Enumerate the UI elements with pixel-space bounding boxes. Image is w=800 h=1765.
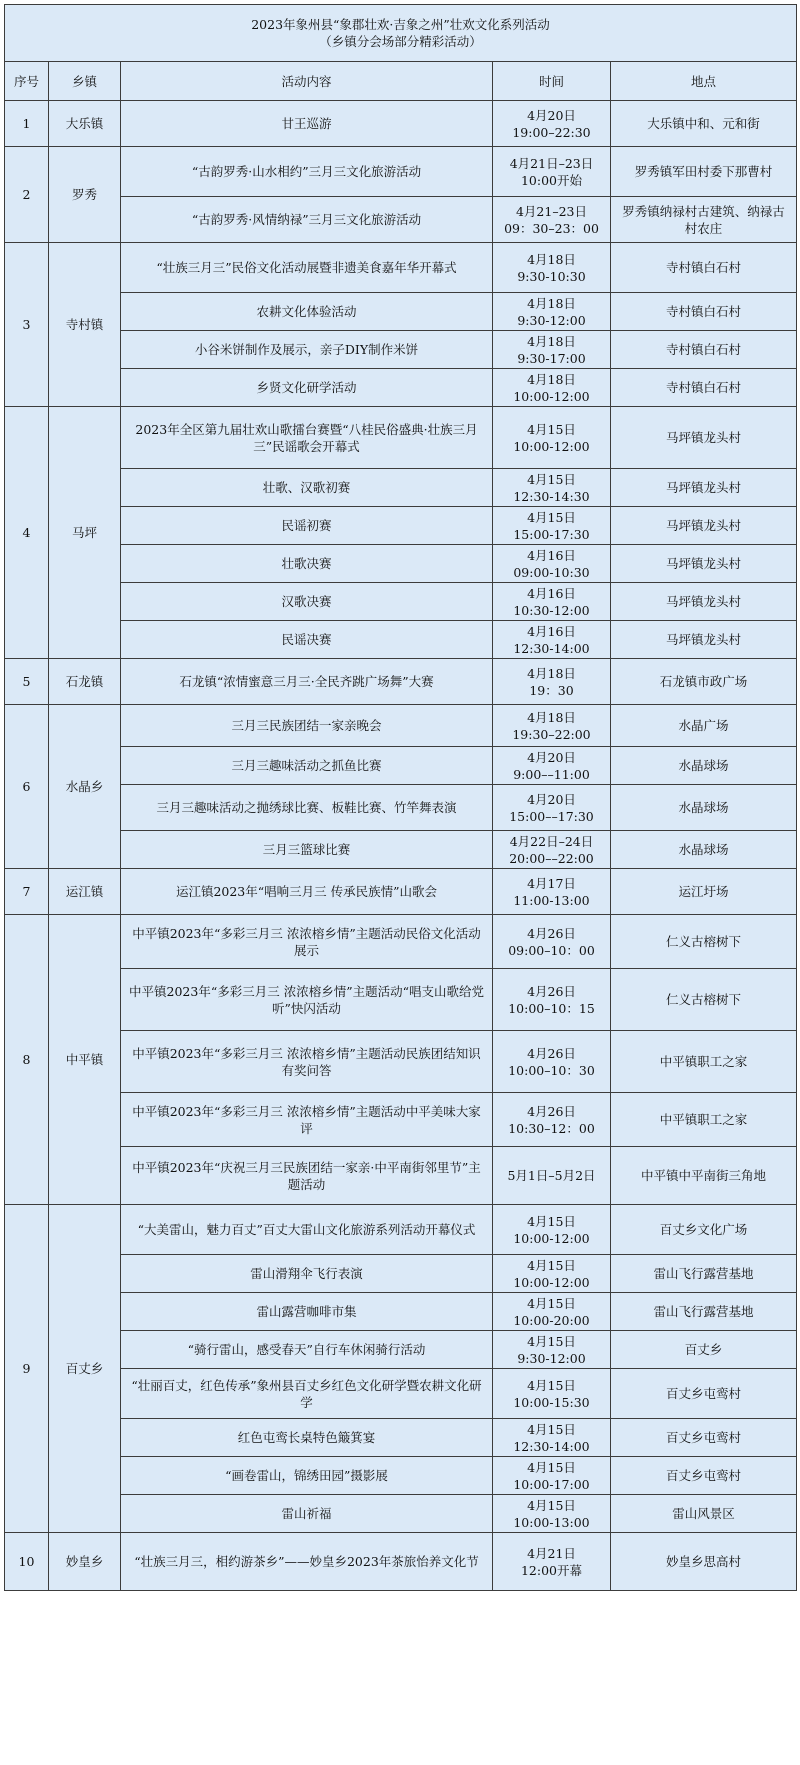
table-row [5,101,797,147]
cell-time [493,545,611,583]
cell-place: 大乐镇中和、元和街 [611,101,797,147]
cell-place: 水晶球场 [611,831,797,869]
event-date: 4月26日 [527,983,576,999]
table-row [5,831,797,869]
event-hours: 15:00––17:30 [509,808,594,824]
table-row [5,1293,797,1331]
table-row [5,659,797,705]
event-date: 4月18日 [527,371,576,387]
cell-town: 中平镇 [49,915,121,1205]
cell-content: 乡贤文化研学活动 [121,369,493,407]
event-hours: 10:00-12:00 [513,438,590,454]
cell-place: 百丈乡文化广场 [611,1205,797,1255]
document-title [5,5,797,62]
cell-place: 百丈乡屯鸾村 [611,1369,797,1419]
cell-time [493,1533,611,1591]
header-no: 序号 [5,62,49,101]
table-row [5,1457,797,1495]
cell-town: 石龙镇 [49,659,121,705]
event-hours: 12:30-14:00 [513,640,590,656]
table-row [5,1031,797,1093]
cell-no: 2 [5,147,49,243]
cell-place: 马坪镇龙头村 [611,469,797,507]
event-date: 4月22日–24日 [509,833,594,849]
table-row [5,1205,797,1255]
cell-content: 2023年全区第九届壮欢山歌擂台赛暨“八桂民俗盛典·壮族三月三”民谣歌会开幕式 [121,407,493,469]
event-hours: 9:30-10:30 [517,268,586,284]
event-hours: 10:00-12:00 [513,1274,590,1290]
cell-content: 中平镇2023年“多彩三月三 浓浓榕乡情”主题活动民俗文化活动展示 [121,915,493,969]
cell-no: 6 [5,705,49,869]
table-row [5,545,797,583]
cell-time [493,1495,611,1533]
cell-content: 三月三民族团结一家亲晚会 [121,705,493,747]
cell-town: 水晶乡 [49,705,121,869]
table-row [5,147,797,197]
cell-time [493,915,611,969]
cell-content: 运江镇2023年“唱响三月三 传承民族情”山歌会 [121,869,493,915]
event-date: 4月16日 [527,547,576,563]
event-date: 4月26日 [527,1103,576,1119]
event-date: 4月15日 [527,1213,576,1229]
event-hours: 9:30-12:00 [517,312,586,328]
event-hours: 19:00–22:30 [512,124,591,140]
event-hours: 09:00–10：00 [508,942,595,958]
event-hours: 12:00开幕 [520,1562,583,1578]
cell-content: “大美雷山，魅力百丈”百丈大雷山文化旅游系列活动开幕仪式 [121,1205,493,1255]
cell-place: 石龙镇市政广场 [611,659,797,705]
event-date: 4月21–23日 [515,203,587,219]
header-time: 时间 [493,62,611,101]
title-line-1: 2023年象州县“象郡壮欢·吉象之州”壮欢文化系列活动 [251,17,550,32]
cell-content: 中平镇2023年“多彩三月三 浓浓榕乡情”主题活动中平美味大家评 [121,1093,493,1147]
cell-content: “古韵罗秀·山水相约”三月三文化旅游活动 [121,147,493,197]
cell-place: 百丈乡 [611,1331,797,1369]
event-hours: 10:00-13:00 [513,1514,590,1530]
table-row [5,243,797,293]
table-row [5,1331,797,1369]
cell-content: 红色屯鸾长桌特色簸箕宴 [121,1419,493,1457]
cell-time [493,1093,611,1147]
event-date: 4月15日 [527,1459,576,1475]
cell-place: 罗秀镇纳禄村古建筑、纳禄古村农庄 [611,197,797,243]
cell-place: 马坪镇龙头村 [611,545,797,583]
event-date: 4月15日 [527,1257,576,1273]
event-hours: 12:30-14:30 [513,488,590,504]
event-hours: 19:30–22:00 [512,726,591,742]
cell-place: 百丈乡屯鸾村 [611,1457,797,1495]
cell-content: 中平镇2023年“多彩三月三 浓浓榕乡情”主题活动“唱支山歌给党听”快闪活动 [121,969,493,1031]
cell-content: “画卷雷山，锦绣田园”摄影展 [121,1457,493,1495]
event-date: 4月20日 [527,107,576,123]
cell-time [493,1331,611,1369]
cell-place: 运江圩场 [611,869,797,915]
event-date: 4月18日 [527,251,576,267]
cell-content: “壮族三月三”民俗文化活动展暨非遗美食嘉年华开幕式 [121,243,493,293]
event-hours: 09：30–23：00 [504,220,599,236]
event-hours: 20:00––22:00 [509,850,594,866]
event-hours: 9:00––11:00 [513,766,590,782]
cell-place: 马坪镇龙头村 [611,583,797,621]
cell-town: 运江镇 [49,869,121,915]
header-place: 地点 [611,62,797,101]
event-date: 4月21日 [527,1545,576,1561]
cell-place: 妙皇乡思高村 [611,1533,797,1591]
cell-place: 水晶广场 [611,705,797,747]
event-date: 4月16日 [527,585,576,601]
table-row [5,293,797,331]
cell-content: 三月三趣味活动之抓鱼比赛 [121,747,493,785]
event-hours: 09:00-10:30 [513,564,590,580]
cell-place: 寺村镇白石村 [611,293,797,331]
cell-content: 雷山露营咖啡市集 [121,1293,493,1331]
cell-time [493,659,611,705]
cell-no: 7 [5,869,49,915]
cell-no: 1 [5,101,49,147]
table-row [5,747,797,785]
cell-no: 3 [5,243,49,407]
cell-time [493,331,611,369]
cell-time [493,101,611,147]
event-hours: 10:00–10：15 [508,1000,595,1016]
event-hours: 10:00开始 [520,172,583,188]
cell-place: 雷山飞行露营基地 [611,1255,797,1293]
cell-content: 石龙镇“浓情蜜意三月三·全民齐跳广场舞”大赛 [121,659,493,705]
cell-place: 寺村镇白石村 [611,243,797,293]
cell-time [493,869,611,915]
table-row [5,331,797,369]
schedule-table [4,4,797,1591]
event-date: 5月1日–5月2日 [507,1168,596,1183]
cell-content: 农耕文化体验活动 [121,293,493,331]
event-date: 4月15日 [527,471,576,487]
cell-place: 中平镇职工之家 [611,1093,797,1147]
cell-content: 甘王巡游 [121,101,493,147]
cell-content: 民谣初赛 [121,507,493,545]
table-row [5,407,797,469]
cell-town: 百丈乡 [49,1205,121,1533]
cell-no: 4 [5,407,49,659]
cell-place: 雷山风景区 [611,1495,797,1533]
table-row [5,1419,797,1457]
cell-time [493,1147,611,1205]
header-content: 活动内容 [121,62,493,101]
event-date: 4月20日 [527,749,576,765]
cell-town: 妙皇乡 [49,1533,121,1591]
cell-content: 汉歌决赛 [121,583,493,621]
event-date: 4月17日 [527,875,576,891]
table-row [5,1147,797,1205]
cell-time [493,469,611,507]
event-date: 4月15日 [527,421,576,437]
event-date: 4月15日 [527,1377,576,1393]
table-row [5,1495,797,1533]
cell-place: 雷山飞行露营基地 [611,1293,797,1331]
cell-content: 民谣决赛 [121,621,493,659]
cell-time [493,369,611,407]
cell-content: 三月三趣味活动之抛绣球比赛、板鞋比赛、竹竿舞表演 [121,785,493,831]
cell-time [493,1369,611,1419]
cell-time [493,507,611,545]
cell-no: 5 [5,659,49,705]
table-row [5,621,797,659]
table-row [5,469,797,507]
cell-content: “古韵罗秀·风情纳禄”三月三文化旅游活动 [121,197,493,243]
table-row [5,915,797,969]
table-row [5,785,797,831]
cell-time [493,407,611,469]
event-hours: 19：30 [529,682,574,698]
event-hours: 10:00-17:00 [513,1476,590,1492]
event-date: 4月15日 [527,1497,576,1513]
cell-time [493,1205,611,1255]
title-line-2: （乡镇分会场部分精彩活动） [319,34,482,49]
cell-time [493,831,611,869]
cell-time [493,1255,611,1293]
event-date: 4月18日 [527,295,576,311]
event-date: 4月20日 [527,791,576,807]
table-row [5,1533,797,1591]
cell-content: 中平镇2023年“多彩三月三 浓浓榕乡情”主题活动民族团结知识有奖问答 [121,1031,493,1093]
cell-content: 雷山祈福 [121,1495,493,1533]
event-hours: 10:00-12:00 [513,388,590,404]
event-hours: 10:30–12：00 [508,1120,595,1136]
table-row [5,583,797,621]
cell-place: 中平镇中平南街三角地 [611,1147,797,1205]
cell-content: “壮丽百丈，红色传承”象州县百丈乡红色文化研学暨农耕文化研学 [121,1369,493,1419]
cell-place: 马坪镇龙头村 [611,507,797,545]
event-date: 4月15日 [527,509,576,525]
cell-time [493,705,611,747]
cell-place: 马坪镇龙头村 [611,407,797,469]
cell-time [493,293,611,331]
cell-time [493,147,611,197]
event-hours: 10:00-15:30 [513,1394,590,1410]
cell-time [493,1419,611,1457]
cell-time [493,197,611,243]
event-hours: 10:30-12:00 [513,602,590,618]
cell-content: 壮歌、汉歌初赛 [121,469,493,507]
cell-place: 仁义古榕树下 [611,969,797,1031]
header-row [5,62,797,101]
event-hours: 9:30-12:00 [517,1350,586,1366]
event-hours: 9:30-17:00 [517,350,586,366]
table-row [5,1255,797,1293]
cell-town: 大乐镇 [49,101,121,147]
table-row [5,869,797,915]
cell-place: 寺村镇白石村 [611,331,797,369]
table-row [5,369,797,407]
event-date: 4月21日–23日 [509,155,594,171]
cell-content: 中平镇2023年“庆祝三月三民族团结一家亲·中平南街邻里节”主题活动 [121,1147,493,1205]
table-row [5,705,797,747]
cell-content: “骑行雷山，感受春天”自行车休闲骑行活动 [121,1331,493,1369]
table-body [5,101,797,1591]
cell-time [493,243,611,293]
cell-time [493,1031,611,1093]
event-date: 4月15日 [527,1333,576,1349]
cell-town: 马坪 [49,407,121,659]
cell-content: 壮歌决赛 [121,545,493,583]
cell-no: 9 [5,1205,49,1533]
cell-content: 三月三篮球比赛 [121,831,493,869]
table-row [5,1369,797,1419]
event-hours: 10:00–10：30 [508,1062,595,1078]
cell-town: 寺村镇 [49,243,121,407]
event-date: 4月18日 [527,333,576,349]
cell-time [493,747,611,785]
cell-time [493,785,611,831]
event-date: 4月15日 [527,1421,576,1437]
cell-time [493,621,611,659]
header-town: 乡镇 [49,62,121,101]
cell-town: 罗秀 [49,147,121,243]
cell-place: 水晶球场 [611,785,797,831]
event-hours: 10:00-20:00 [513,1312,590,1328]
cell-place: 寺村镇白石村 [611,369,797,407]
event-hours: 12:30-14:00 [513,1438,590,1454]
event-hours: 15:00-17:30 [513,526,590,542]
event-date: 4月15日 [527,1295,576,1311]
event-date: 4月16日 [527,623,576,639]
cell-time [493,583,611,621]
table-row [5,507,797,545]
event-date: 4月26日 [527,1045,576,1061]
cell-content: “壮族三月三，相约游茶乡”——妙皇乡2023年茶旅怡养文化节 [121,1533,493,1591]
cell-place: 罗秀镇军田村委下那曹村 [611,147,797,197]
cell-place: 中平镇职工之家 [611,1031,797,1093]
title-row [5,5,797,62]
cell-content: 雷山滑翔伞飞行表演 [121,1255,493,1293]
cell-place: 水晶球场 [611,747,797,785]
cell-place: 百丈乡屯鸾村 [611,1419,797,1457]
cell-place: 马坪镇龙头村 [611,621,797,659]
event-date: 4月26日 [527,925,576,941]
cell-place: 仁义古榕树下 [611,915,797,969]
event-date: 4月18日 [527,665,576,681]
cell-time [493,969,611,1031]
cell-no: 10 [5,1533,49,1591]
table-row [5,197,797,243]
cell-time [493,1293,611,1331]
event-date: 4月18日 [527,709,576,725]
event-hours: 11:00-13:00 [513,892,590,908]
cell-content: 小谷米饼制作及展示，亲子DIY制作米饼 [121,331,493,369]
table-row [5,969,797,1031]
cell-no: 8 [5,915,49,1205]
cell-time [493,1457,611,1495]
table-row [5,1093,797,1147]
event-hours: 10:00-12:00 [513,1230,590,1246]
